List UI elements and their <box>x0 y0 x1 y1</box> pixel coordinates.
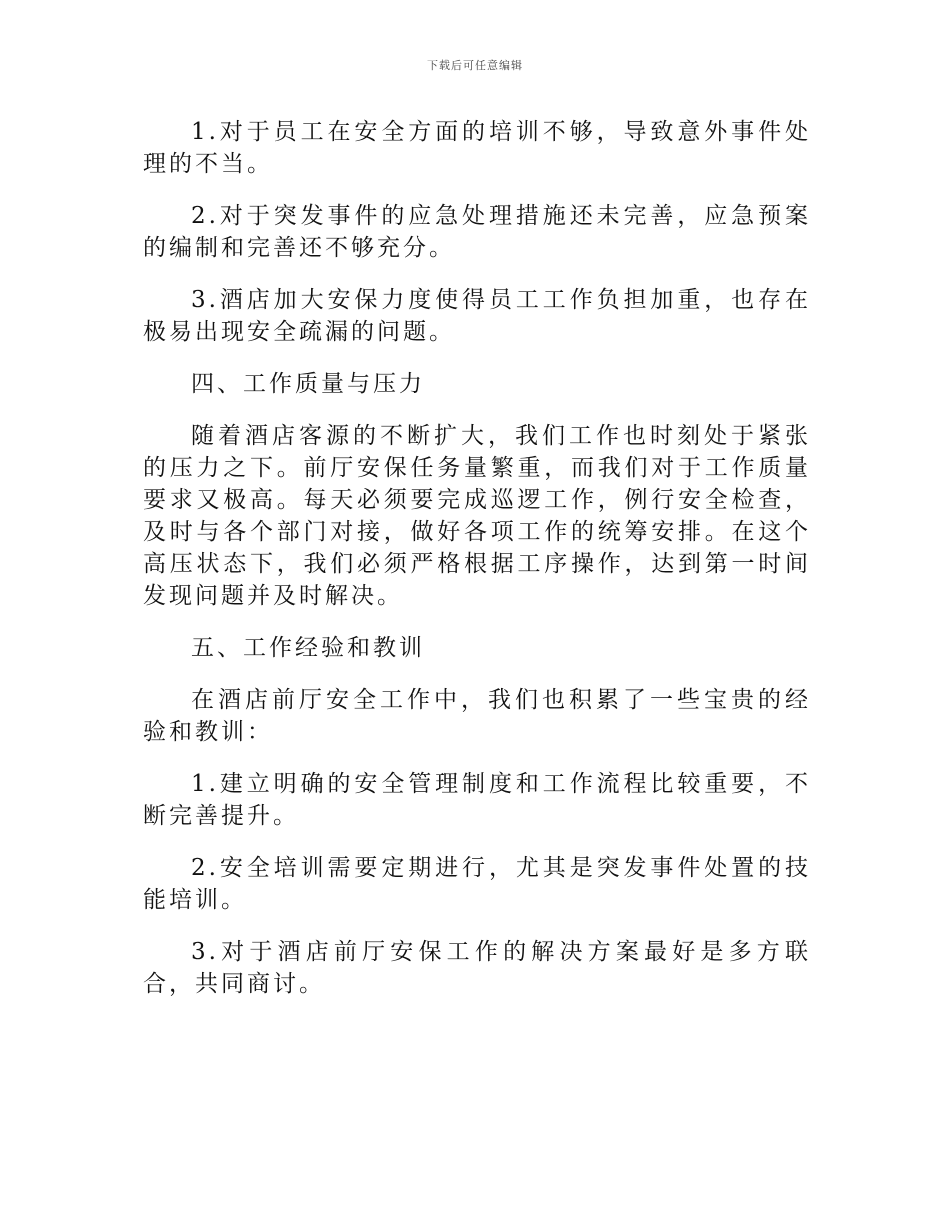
section-heading-work-quality: 四、工作质量与压力 <box>191 371 425 397</box>
paragraph-lesson-training: 2.安全培训需要定期进行，尤其是突发事件处置的技能培训。 <box>143 855 811 913</box>
section-heading-experience: 五、工作经验和教训 <box>191 635 425 661</box>
paragraph-work-pressure: 随着酒店客源的不断扩大，我们工作也时刻处于紧张的压力之下。前厅安保任务量繁重，而我们对于工作质量要求又极高。每天必须要完成巡逻工作，例行安全检查，及时与各个部门对接，做好各项工作的统筹安排。在这个高压状态下，我们必须严格根据工序操作，达到第一时间发现问题并及时解决。 <box>143 423 811 609</box>
paragraph-lesson-management: 1.建立明确的安全管理制度和工作流程比较重要，不断完善提升。 <box>143 771 811 829</box>
paragraph-emergency-plan-issue: 2.对于突发事件的应急处理措施还未完善，应急预案的编制和完善还不够充分。 <box>143 203 811 261</box>
page-header-note: 下载后可任意编辑 <box>427 59 523 72</box>
paragraph-training-issue: 1.对于员工在安全方面的培训不够，导致意外事件处理的不当。 <box>143 119 811 177</box>
paragraph-workload-issue: 3.酒店加大安保力度使得员工工作负担加重，也存在极易出现安全疏漏的问题。 <box>143 287 811 345</box>
document-body <box>143 116 811 1020</box>
paragraph-experience-intro: 在酒店前厅安全工作中，我们也积累了一些宝贵的经验和教训： <box>143 687 811 745</box>
paragraph-lesson-cooperation: 3.对于酒店前厅安保工作的解决方案最好是多方联合，共同商讨。 <box>143 939 811 997</box>
